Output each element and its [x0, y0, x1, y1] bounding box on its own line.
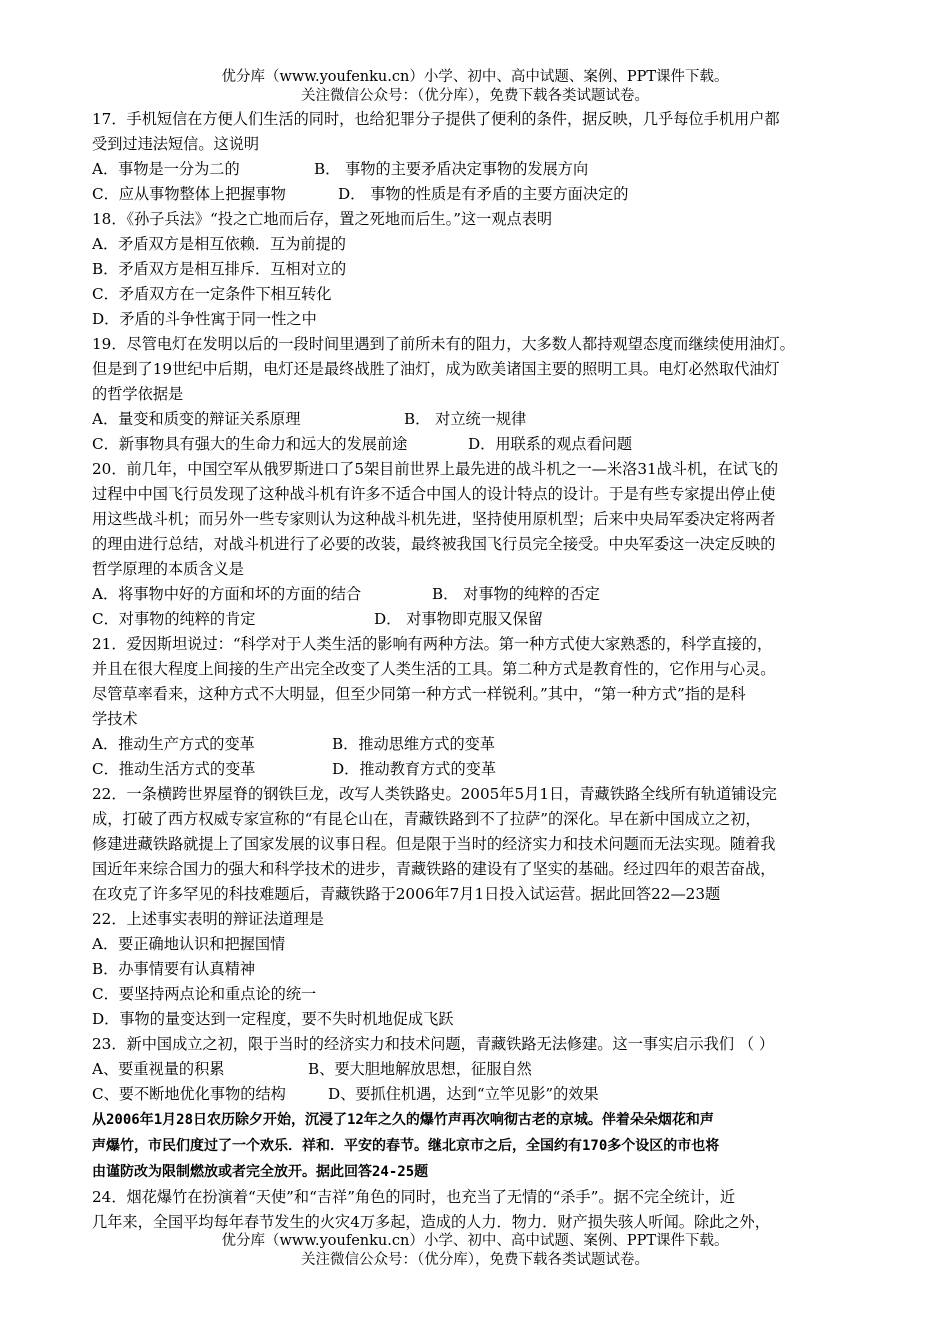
q17-options-cd [92, 182, 864, 207]
q23-stem: 23．新中国成立之初，限于当时的经济实力和技术问题，青藏铁路无法修建。这一事实启示我们 （ ） [92, 1035, 775, 1053]
q22-stem: 22．上述事实表明的辩证法道理是 [92, 910, 324, 928]
q22-option-b: B．办事情要有认真精神 [92, 960, 256, 978]
q23-option-c: C、要不断地优化事物的结构 [92, 1085, 286, 1103]
q20-stem-3: 用这些战斗机；而另外一些专家则认为这种战斗机先进，坚持使用原机型；后来中央局军委决定将两者 [92, 510, 776, 528]
passage22-line-2: 成，打破了西方权威专家宣称的“有昆仑山在，青藏铁路到不了拉萨”的深化。早在新中国成立之初， [92, 810, 761, 828]
q19-option-b: B． 对立统一规律 [404, 410, 527, 428]
q20-stem-2: 过程中中国飞行员发现了这种战斗机有许多不适合中国人的设计特点的设计。于是有些专家提出停止使 [92, 485, 776, 503]
q19-option-c: C．新事物具有强大的生命力和远大的发展前途 [92, 435, 408, 453]
q23-options-ab [92, 1057, 864, 1082]
q21-option-b: B．推动思维方式的变革 [332, 735, 496, 753]
q21-options-cd [92, 757, 864, 782]
q17-stem-1: 17．手机短信在方便人们生活的同时，也给犯罪分子提供了便利的条件，据反映，几乎每位手机用户都 [92, 110, 780, 128]
q21-stem-2: 并且在很大程度上间接的生产出完全改变了人类生活的工具。第二种方式是教育性的，它作用与心灵。 [92, 660, 776, 678]
q20-stem-4: 的理由进行总结，对战斗机进行了必要的改装，最终被我国飞行员完全接受。中央军委这一决定反映的 [92, 535, 776, 553]
q23-options-cd [92, 1082, 864, 1107]
passage22-line-4: 国近年来综合国力的强大和科学技术的进步，青藏铁路的建设有了坚实的基础。经过四年的艰苦奋战， [92, 860, 776, 878]
passage24-line-1: 从2006年1月28日农历除夕开始，沉浸了12年之久的爆竹声再次响彻古老的京城。伴着朵朵烟花和声 [92, 1112, 714, 1128]
q18-option-a: A．矛盾双方是相互依赖．互为前提的 [92, 235, 346, 253]
q19-stem-2: 但是到了19世纪中后期，电灯还是最终战胜了油灯，成为欧美诸国主要的照明工具。电灯必然取代油灯 [92, 360, 780, 378]
q21-options-ab [92, 732, 864, 757]
header-line-2: 关注微信公众号：（优分库），免费下载各类试题试卷。 [301, 88, 649, 104]
q17-option-d: D． 事物的性质是有矛盾的主要方面决定的 [338, 185, 629, 203]
q24-stem-1: 24．烟花爆竹在扮演着“天使”和“吉祥”角色的同时，也充当了无情的“杀手”。据不完全统计，近 [92, 1188, 736, 1206]
q23-option-a: A、要重视量的积累 [92, 1060, 225, 1078]
q19-stem-3: 的哲学依据是 [92, 385, 184, 403]
q22-option-a: A．要正确地认识和把握国情 [92, 935, 286, 953]
q20-options-ab [92, 582, 864, 607]
q19-options-cd [92, 432, 864, 457]
passage22-line-3: 修建进藏铁路就提上了国家发展的议事日程。但是限于当时的经济实力和技术问题而无法实现。随着我 [92, 835, 776, 853]
footer-line-1: 优分库（www.youfenku.cn）小学、初中、高中试题、案例、PPT课件下载。 [221, 1233, 729, 1249]
q19-stem-1: 19．尽管电灯在发明以后的一段时间里遇到了前所未有的阻力，大多数人都持观望态度而继续使用油灯。 [92, 335, 795, 353]
q21-stem-4: 学技术 [92, 710, 138, 728]
q21-stem-3: 尽管草率看来，这种方式不大明显，但至少同第一种方式一样锐利。”其中，“第一种方式”指的是科 [92, 685, 746, 703]
page-header [0, 68, 950, 106]
q20-option-c: C．对事物的纯粹的肯定 [92, 610, 256, 628]
passage24-line-2: 声爆竹，市民们度过了一个欢乐．祥和．平安的春节。继北京市之后，全国约有170多个设区的市也将 [92, 1138, 720, 1154]
header-line-1: 优分库（www.youfenku.cn）小学、初中、高中试题、案例、PPT课件下载。 [221, 69, 729, 85]
q19-option-a: A．量变和质变的辩证关系原理 [92, 410, 301, 428]
q22-option-d: D．事物的量变达到一定程度，要不失时机地促成飞跃 [92, 1010, 454, 1028]
page-footer [0, 1232, 950, 1270]
q21-option-d: D．推动教育方式的变革 [332, 760, 497, 778]
q21-stem-1: 21．爱因斯坦说过：“科学对于人类生活的影响有两种方法。第一种方式使大家熟悉的，科学直接的， [92, 635, 773, 653]
q20-stem-1: 20．前几年，中国空军从俄罗斯进口了5架目前世界上最先进的战斗机之一—米洛31战斗机，在试飞的 [92, 460, 779, 478]
q20-option-d: D． 对事物即克服又保留 [374, 610, 543, 628]
document-body [92, 107, 864, 1235]
q17-options-ab [92, 157, 864, 182]
q19-options-ab [92, 407, 864, 432]
q17-option-b: B． 事物的主要矛盾决定事物的发展方向 [314, 160, 589, 178]
passage24-line-3: 由谨防改为限制燃放或者完全放开。据此回答24-25题 [92, 1164, 429, 1180]
q18-stem: 18．《孙子兵法》“投之亡地而后存，置之死地而后生。”这一观点表明 [92, 210, 553, 228]
q18-option-d: D．矛盾的斗争性寓于同一性之中 [92, 310, 317, 328]
q20-options-cd [92, 607, 864, 632]
q17-option-c: C．应从事物整体上把握事物 [92, 185, 286, 203]
passage22-line-1: 22．一条横跨世界屋脊的钢铁巨龙，改写人类铁路史。2005年5月1日，青藏铁路全线所有轨道铺设完 [92, 785, 777, 803]
q21-option-a: A．推动生产方式的变革 [92, 735, 255, 753]
q21-option-c: C．推动生活方式的变革 [92, 760, 256, 778]
q23-option-b: B、要大胆地解放思想，征服自然 [308, 1060, 532, 1078]
q20-option-a: A．将事物中好的方面和坏的方面的结合 [92, 585, 362, 603]
q20-stem-5: 哲学原理的本质含义是 [92, 560, 244, 578]
q22-option-c: C．要坚持两点论和重点论的统一 [92, 985, 317, 1003]
q17-option-a: A．事物是一分为二的 [92, 160, 240, 178]
q20-option-b: B． 对事物的纯粹的否定 [432, 585, 600, 603]
passage22-line-5: 在攻克了许多罕见的科技难题后，青藏铁路于2006年7月1日投入试运营。据此回答22—23题 [92, 885, 721, 903]
q23-option-d: D、要抓住机遇，达到“立竿见影”的效果 [328, 1085, 599, 1103]
footer-line-2: 关注微信公众号：（优分库），免费下载各类试题试卷。 [301, 1252, 649, 1268]
q18-option-c: C．矛盾双方在一定条件下相互转化 [92, 285, 332, 303]
q24-stem-2: 几年来，全国平均每年春节发生的火灾4万多起，造成的人力．物力．财产损失骇人听闻。除此之外， [92, 1213, 770, 1231]
q18-option-b: B．矛盾双方是相互排斥．互相对立的 [92, 260, 347, 278]
q17-stem-2: 受到过违法短信。这说明 [92, 135, 260, 153]
q19-option-d: D．用联系的观点看问题 [468, 435, 633, 453]
